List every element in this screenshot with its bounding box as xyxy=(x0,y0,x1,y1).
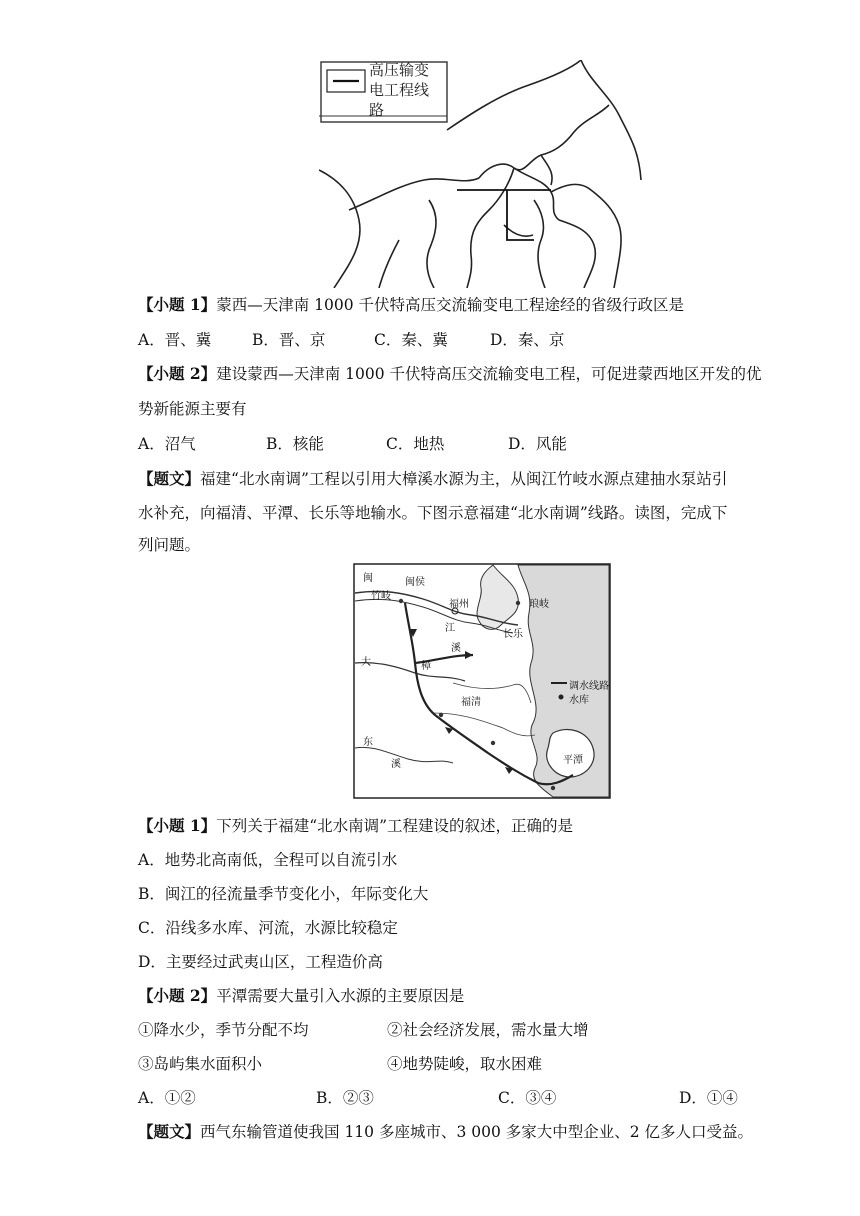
label-jiang: 江 xyxy=(445,623,455,634)
q2-2-stem xyxy=(138,984,464,1006)
legend-reservoir: 水库 xyxy=(569,695,589,706)
q1-2-line2: 势新能源主要有 xyxy=(138,400,247,418)
q1-2-label: 【小题 2】 xyxy=(138,364,217,383)
label-zhuqi: 竹岐 xyxy=(371,591,391,602)
label-fuqing: 福清 xyxy=(461,697,481,708)
passage3-label: 【题文】 xyxy=(138,1122,201,1141)
q2-1-text: 下列关于福建“北水南调”工程建设的叙述，正确的是 xyxy=(216,817,574,835)
map1-legend-text xyxy=(369,60,429,120)
uhv-map-svg xyxy=(319,60,644,288)
q1-1-stem xyxy=(138,293,684,315)
q2-2-option-c: C．③④ xyxy=(498,1089,557,1107)
q2-2-item-2: ②社会经济发展，需水量大增 xyxy=(387,1021,589,1039)
q2-2-item-4: ④地势陡峻，取水困难 xyxy=(387,1055,543,1073)
label-xi: 溪 xyxy=(451,643,461,654)
passage2-line1 xyxy=(138,467,727,489)
q1-1-option-d: D．秦、京 xyxy=(490,331,565,349)
uhv-line-map xyxy=(319,60,644,288)
passage2-line2: 水补充，向福清、平潭、长乐等地输水。下图示意福建“北水南调”线路。读图，完成下 xyxy=(138,504,728,522)
q1-1-text: 蒙西—天津南 1000 千伏特高压交流输变电工程途经的省级行政区是 xyxy=(216,296,684,314)
q2-1-option-a: A．地势北高南低，全程可以自流引水 xyxy=(138,851,398,869)
legend-line-3: 路 xyxy=(369,101,385,119)
label-zhang: 樟 xyxy=(421,661,431,672)
q1-2-option-a: A．沼气 xyxy=(138,435,196,453)
q1-2-option-d: D．风能 xyxy=(508,435,567,453)
label-min: 闽 xyxy=(363,573,373,584)
legend-line-1: 高压输变 xyxy=(369,61,430,79)
passage2-line3: 列问题。 xyxy=(138,536,201,554)
label-da: 大 xyxy=(361,657,371,668)
q2-1-option-d: D．主要经过武夷山区，工程造价高 xyxy=(138,953,383,971)
q2-2-option-b: B．②③ xyxy=(316,1089,374,1107)
map2-labels xyxy=(353,563,611,799)
label-fuzhou: 福州 xyxy=(449,599,469,610)
q1-2-option-c: C．地热 xyxy=(386,435,445,453)
q2-2-text: 平潭需要大量引入水源的主要原因是 xyxy=(216,987,465,1005)
q2-1-stem xyxy=(138,814,573,836)
label-changle: 长乐 xyxy=(503,629,523,640)
q1-1-option-b: B．晋、京 xyxy=(252,331,326,349)
passage2-label: 【题文】 xyxy=(138,469,201,488)
q2-2-label: 【小题 2】 xyxy=(138,986,217,1005)
q2-1-option-b: B．闽江的径流量季节变化小，年际变化大 xyxy=(138,885,429,903)
q2-2-item-1: ①降水少，季节分配不均 xyxy=(138,1021,309,1039)
q1-2-option-b: B．核能 xyxy=(266,435,324,453)
passage3-text: 西气东输管道使我国 110 多座城市、3 000 多家大中型企业、2 亿多人口受益。 xyxy=(200,1123,754,1141)
q1-2-stem xyxy=(138,362,762,384)
q2-2-item-3: ③岛屿集水面积小 xyxy=(138,1055,263,1073)
q2-1-label: 【小题 1】 xyxy=(138,816,217,835)
legend-line-2: 电工程线 xyxy=(369,81,430,99)
q2-2-option-a: A．①② xyxy=(138,1089,196,1107)
q1-1-option-c: C．秦、冀 xyxy=(374,331,448,349)
water-diversion-map xyxy=(353,563,611,799)
label-xi2: 溪 xyxy=(391,759,401,770)
label-langqi: 琅岐 xyxy=(529,599,549,610)
q2-1-option-c: C．沿线多水库、河流，水源比较稳定 xyxy=(138,919,398,937)
legend-route: 调水线路 xyxy=(569,681,609,692)
label-pingtan: 平潭 xyxy=(563,755,583,766)
passage2-text1: 福建“北水南调”工程以引用大樟溪水源为主，从闽江竹岐水源点建抽水泵站引 xyxy=(200,470,728,488)
label-minhou: 闽侯 xyxy=(405,577,425,588)
label-dong: 东 xyxy=(363,737,373,748)
q1-1-option-a: A．晋、冀 xyxy=(138,331,212,349)
passage3 xyxy=(138,1120,753,1142)
q1-2-line1: 建设蒙西—天津南 1000 千伏特高压交流输变电工程，可促进蒙西地区开发的优 xyxy=(216,365,762,383)
q2-2-option-d: D．①④ xyxy=(679,1089,738,1107)
q1-1-label: 【小题 1】 xyxy=(138,295,217,314)
